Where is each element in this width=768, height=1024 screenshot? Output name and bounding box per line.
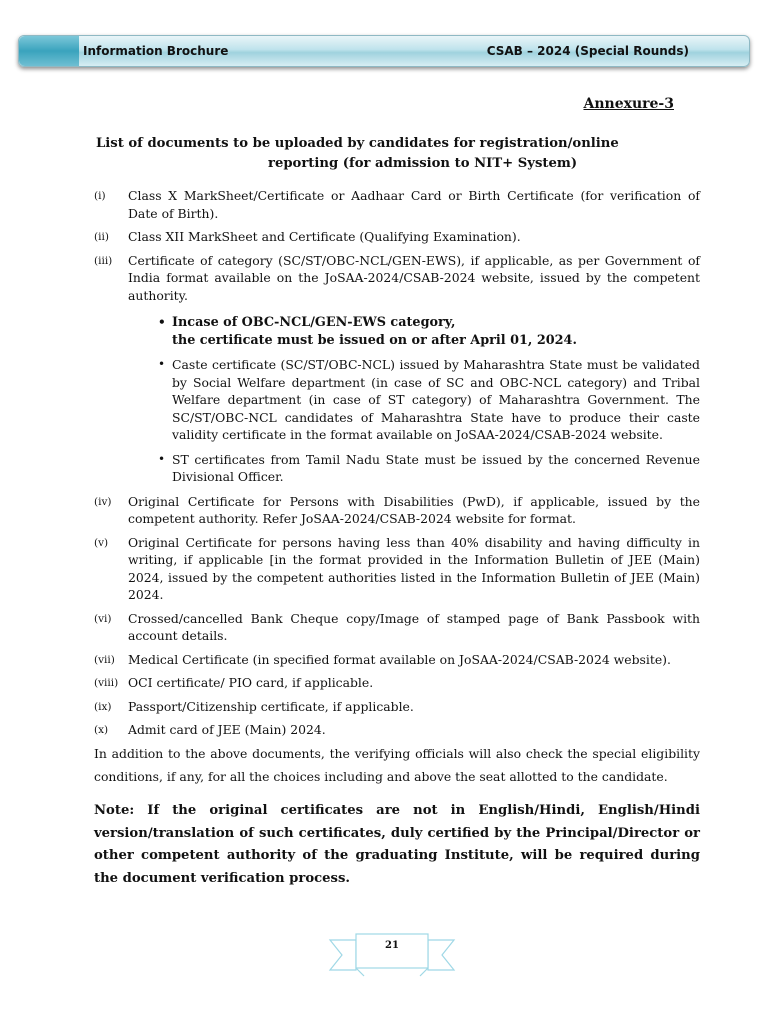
item-number: (ii) — [94, 231, 109, 243]
item-text: Original Certificate for persons having less than 40% disability and having difficulty in writing, if applicable [in the format provided in the Information Bulletin of JEE (Main) 2024, issued by the competent authorities listed in the Information Bulletin of JEE (Main) 2024. — [128, 534, 700, 602]
bullet-text: ST certificates from Tamil Nadu State must be issued by the concerned Revenue Divisional Officer. — [172, 451, 700, 484]
item-number: (iv) — [94, 495, 112, 508]
header-left-title: Information Brochure — [83, 44, 229, 58]
list-item — [94, 698, 700, 716]
list-item — [94, 534, 700, 604]
item-text: Certificate of category (SC/ST/OBC-NCL/GEN-EWS), if applicable, as per Government of India format available on the JoSAA-2024/CSAB-2024 website, issued by the competent authority. — [128, 252, 700, 303]
page-number-ribbon — [328, 932, 456, 978]
list-item — [94, 610, 700, 645]
additional-info-paragraph: In addition to the above documents, the verifying officials will also check the special eligibility conditions, if any, for all the choices including and above the seat allotted to the candidate. — [94, 746, 700, 784]
header-right-title: CSAB – 2024 (Special Rounds) — [486, 44, 689, 58]
documents-list — [94, 187, 700, 745]
item-text: Original Certificate for Persons with Disabilities (PwD), if applicable, issued by the competent authority. Refer JoSAA-2024/CSAB-2024 website for format. — [128, 493, 700, 526]
item-number: (vi) — [94, 612, 112, 625]
bullet-text-line2: the certificate must be issued on or after April 01, 2024. — [172, 332, 577, 348]
item-text: Medical Certificate (in specified format available on JoSAA-2024/CSAB-2024 website). — [128, 651, 671, 667]
page-number: 21 — [385, 940, 399, 951]
category-notes — [158, 314, 700, 486]
item-text: Class XII MarkSheet and Certificate (Qualifying Examination). — [128, 229, 521, 244]
bullet-item — [158, 356, 700, 444]
list-item — [94, 721, 700, 739]
item-number: (viii) — [94, 677, 119, 689]
list-item — [94, 493, 700, 528]
list-item — [94, 651, 700, 669]
list-item — [94, 187, 700, 222]
item-number: (iii) — [94, 254, 113, 267]
header-bar — [18, 35, 750, 67]
bullet-text: Caste certificate (SC/ST/OBC-NCL) issued by Maharashtra State must be validated by Social Welfare department (in case of SC and OBC-NCL category) and Tribal Welfare department (in case of ST category) of Maharashtra Government. The SC/ST/OBC-NCL candidates of Maharashtra State have to produce their caste validity certificate in the format available on JoSAA-2024/CSAB-2024 website. — [172, 357, 700, 442]
item-text: Admit card of JEE (Main) 2024. — [128, 722, 326, 737]
bullet-item — [158, 314, 700, 349]
item-text: Class X MarkSheet/Certificate or Aadhaar Card or Birth Certificate (for verification of Date of Birth). — [128, 188, 700, 221]
bullet-icon: • — [158, 315, 166, 329]
header-accent-tab — [19, 36, 79, 66]
item-number: (i) — [94, 190, 106, 202]
item-number: (v) — [94, 536, 109, 549]
page-title — [96, 134, 676, 174]
bullet-icon: • — [158, 357, 166, 371]
list-item — [94, 252, 700, 486]
page-title-line1: List of documents to be uploaded by candidates for registration/online — [96, 136, 619, 151]
item-number: (x) — [94, 724, 109, 736]
item-text: Passport/Citizenship certificate, if applicable. — [128, 698, 414, 714]
bullet-icon: • — [158, 451, 166, 466]
note-paragraph: Note: If the original certificates are not in English/Hindi, English/Hindi version/translation of such certificates, duly certified by the Principal/Director or other competent authority of the graduating Institute, will be required during the document verification process. — [94, 803, 700, 886]
list-item — [94, 228, 700, 246]
item-number: (vii) — [94, 653, 115, 666]
bullet-text-line1: Incase of OBC-NCL/GEN-EWS category, — [172, 315, 456, 330]
item-text: Crossed/cancelled Bank Cheque copy/Image of stamped page of Bank Passbook with account details. — [128, 610, 700, 643]
annexure-label: Annexure-3 — [583, 96, 674, 112]
ribbon-icon — [328, 932, 456, 978]
item-number: (ix) — [94, 700, 112, 713]
bullet-item — [158, 451, 700, 486]
page-title-line2: reporting (for admission to NIT+ System) — [268, 156, 578, 171]
item-text: OCI certificate/ PIO card, if applicable. — [128, 675, 374, 690]
list-item — [94, 674, 700, 692]
